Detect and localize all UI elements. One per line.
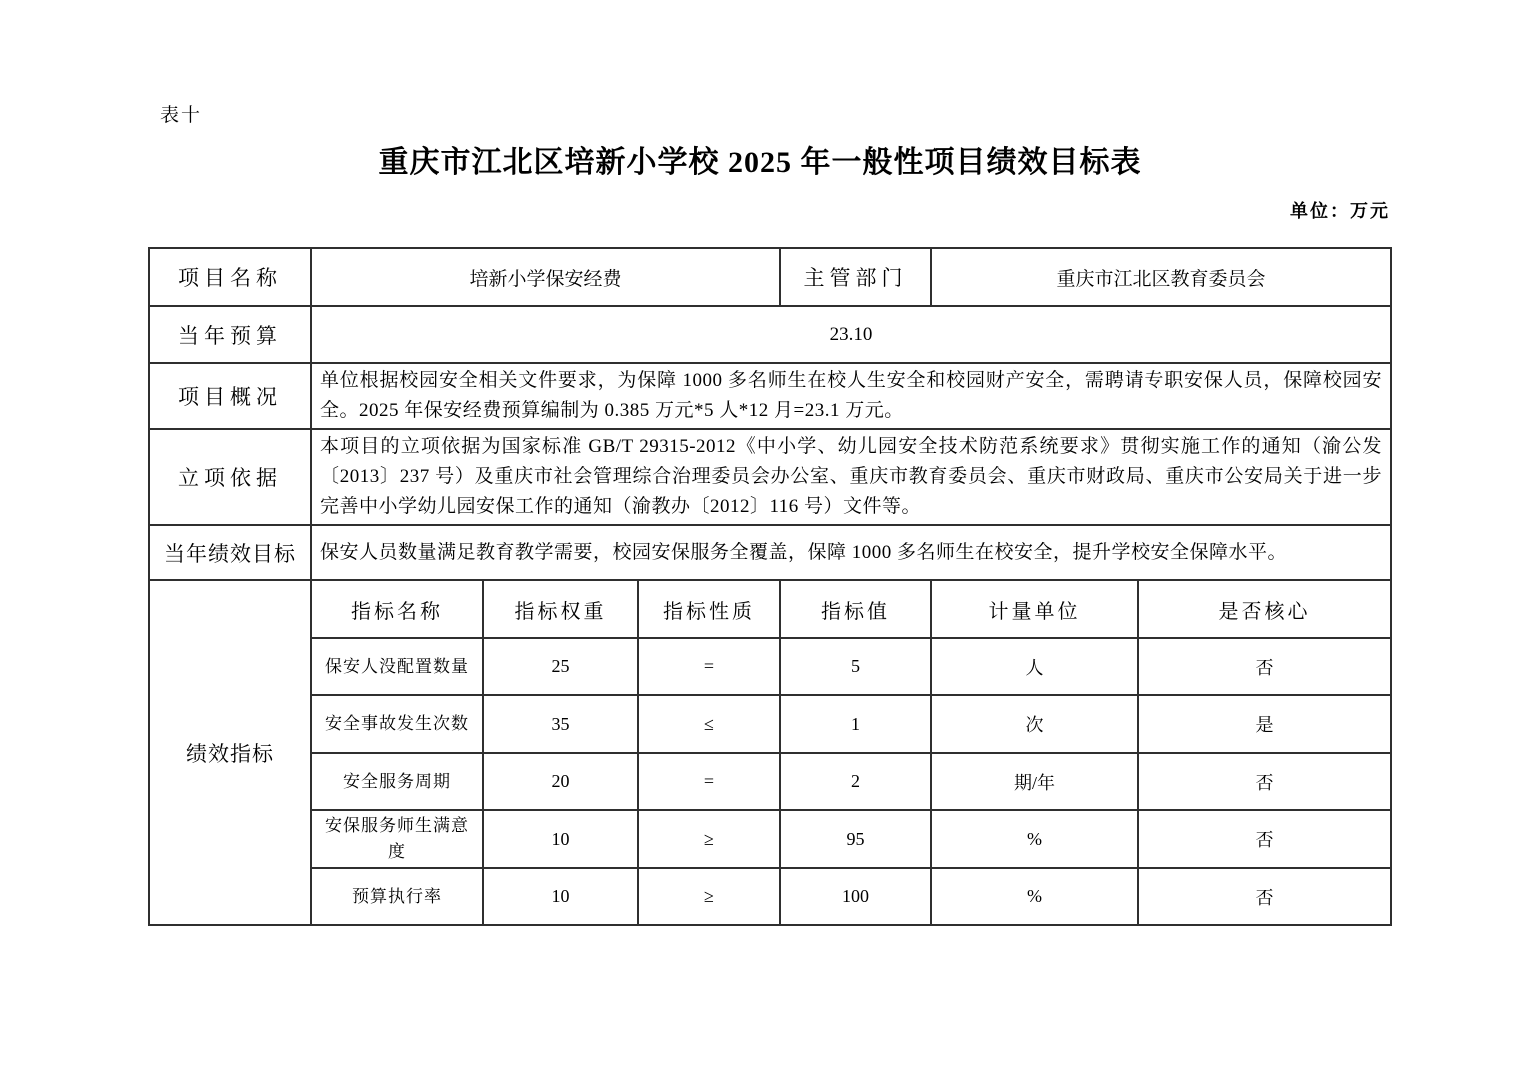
goal-text: 保安人员数量满足教育教学需要，校园安保服务全覆盖，保障 1000 多名师生在校安全，提升学校安全保障水平。: [311, 525, 1391, 580]
indicator-header-name: 指标名称: [311, 580, 483, 638]
indicator-header-value: 指标值: [780, 580, 931, 638]
indicator-nature: ≥: [638, 810, 780, 868]
indicator-row: [149, 695, 1391, 753]
indicator-row: [149, 868, 1391, 925]
indicator-name: 安保服务师生满意度: [311, 810, 483, 868]
indicator-name: 保安人没配置数量: [311, 638, 483, 695]
basis-text: 本项目的立项依据为国家标准 GB/T 29315-2012《中小学、幼儿园安全技术防范系统要求》贯彻实施工作的通知（渝公发〔2013〕237 号）及重庆市社会管理综合治理委员会办公室、重庆市教育委员会、重庆市财政局、重庆市公安局关于进一步完善中小学幼儿园安保工作的通知（渝教办〔2012〕116 号）文件等。: [311, 429, 1391, 525]
indicator-value: 1: [780, 695, 931, 753]
indicator-unit: %: [931, 810, 1138, 868]
indicator-unit: %: [931, 868, 1138, 925]
row-overview: [149, 363, 1391, 429]
indicator-value: 5: [780, 638, 931, 695]
indicator-unit: 期/年: [931, 753, 1138, 810]
dept-label: 主管部门: [780, 248, 931, 306]
goal-label: 当年绩效目标: [149, 525, 311, 580]
indicator-name: 安全事故发生次数: [311, 695, 483, 753]
indicator-row: [149, 810, 1391, 868]
indicators-section-label: 绩效指标: [149, 580, 311, 925]
indicator-core: 否: [1138, 810, 1391, 868]
indicator-unit: 次: [931, 695, 1138, 753]
indicator-header-weight: 指标权重: [483, 580, 638, 638]
budget-value: 23.10: [311, 306, 1391, 363]
row-basis: [149, 429, 1391, 525]
indicator-row: [149, 753, 1391, 810]
indicator-core: 否: [1138, 868, 1391, 925]
indicator-weight: 25: [483, 638, 638, 695]
indicator-row: [149, 638, 1391, 695]
indicator-name: 安全服务周期: [311, 753, 483, 810]
indicator-name: 预算执行率: [311, 868, 483, 925]
indicator-core: 是: [1138, 695, 1391, 753]
page-title: 重庆市江北区培新小学校 2025 年一般性项目绩效目标表: [378, 146, 1142, 179]
indicator-weight: 10: [483, 868, 638, 925]
unit-note: 单位：万元: [1290, 201, 1390, 221]
overview-label: 项目概况: [149, 363, 311, 429]
basis-label: 立项依据: [149, 429, 311, 525]
indicator-weight: 20: [483, 753, 638, 810]
project-name-label: 项目名称: [149, 248, 311, 306]
indicator-nature: =: [638, 753, 780, 810]
project-name-value: 培新小学保安经费: [311, 248, 780, 306]
indicator-header-nature: 指标性质: [638, 580, 780, 638]
row-indicator-header: [149, 580, 1391, 638]
indicator-nature: ≤: [638, 695, 780, 753]
overview-text: 单位根据校园安全相关文件要求，为保障 1000 多名师生在校人生安全和校园财产安全，需聘请专职安保人员，保障校园安全。2025 年保安经费预算编制为 0.385 万元*5 人*12 月=23.1 万元。: [311, 363, 1391, 429]
indicator-unit: 人: [931, 638, 1138, 695]
indicator-header-unit: 计量单位: [931, 580, 1138, 638]
row-goal: [149, 525, 1391, 580]
performance-target-table: [148, 247, 1392, 926]
indicator-value: 100: [780, 868, 931, 925]
indicator-weight: 35: [483, 695, 638, 753]
row-project-name: [149, 248, 1391, 306]
row-budget: [149, 306, 1391, 363]
indicator-value: 95: [780, 810, 931, 868]
indicator-header-core: 是否核心: [1138, 580, 1391, 638]
indicator-nature: =: [638, 638, 780, 695]
dept-value: 重庆市江北区教育委员会: [931, 248, 1391, 306]
indicator-core: 否: [1138, 638, 1391, 695]
budget-label: 当年预算: [149, 306, 311, 363]
indicator-weight: 10: [483, 810, 638, 868]
sheet-tag: 表十: [160, 105, 203, 126]
indicator-nature: ≥: [638, 868, 780, 925]
indicator-value: 2: [780, 753, 931, 810]
indicator-core: 否: [1138, 753, 1391, 810]
